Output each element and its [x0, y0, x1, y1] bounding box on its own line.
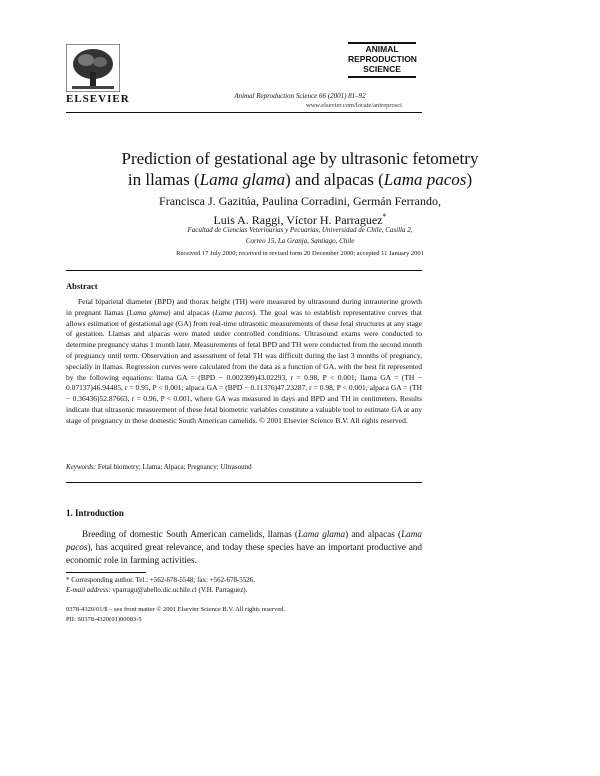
journal-citation: Animal Reproduction Science 66 (2001) 81–92 [234, 92, 366, 100]
journal-url[interactable]: www.elsevier.com/locate/anireprosci [306, 102, 402, 109]
publisher-name: ELSEVIER [66, 93, 130, 105]
title-line-1: Prediction of gestational age by ultrasonic fetometry [121, 149, 479, 168]
pii-line: PII: S0378-4320(01)00083-5 [66, 616, 142, 623]
keywords-label: Keywords: [66, 463, 97, 471]
author-list [60, 193, 540, 228]
authors-line-2: Luis A. Raggi, Víctor H. Parraguez* [213, 212, 387, 227]
keywords [66, 463, 422, 471]
article-title [60, 148, 540, 190]
section-heading-introduction: 1. Introduction [66, 508, 124, 518]
title-line-2: in llamas (Lama glama) and alpacas (Lama pacos) [127, 170, 473, 189]
abstract-text: Fetal biparietal diameter (BPD) and thorax height (TH) were measured by ultrasound during intrauterine growth in pregnant llamas (Lama glama) and alpacas (Lama pacos). The goal was to establish representative curves that allows estimation of gestational age (GA) from real-time ultrasonic measurements of these fetal structures at any stage of gestation. Llamas and alpacas were mated under controlled conditions. Ultrasound exams were conducted to determine pregnancy status 1 month later. Measurements of fetal BPD and TH were conducted from the second month of pregnancy until term. Observation and assessment of fetal TH was difficult during the last 3 months of pregnancy, specially in llamas. Regression curves were calculated from the data as a function of GA, with the best fit represented by the following equations: llama GA = (BPD − 0.002399)43.02293, r = 0.98, P < 0.001; llama GA = (TH − 0.07137)46.94485, r = 0.95, P < 0.001; alpaca GA = (BPD − 0.11376)47.23287, r = 0.98, P < 0.001; alpaca GA = (TH − 0.36436)52.87663, r = 0.96, P < 0.001, where GA was measured in days and BPD and TH in centimeters. Results indicate that ultrasonic measurement of these fetal biometric variables constitute a valuable tool to estimate GA at any stage of pregnancy in these domestic South American camelids. © 2001 Elsevier Science B.V. All rights reserved. [66, 297, 422, 425]
journal-title-line: ANIMAL [365, 44, 399, 54]
received-dates: Received 17 July 2000; received in revised form 20 December 2000; accepted 11 January 2001 [176, 250, 424, 257]
corresponding-author-mark[interactable]: * [382, 212, 387, 221]
journal-title [348, 44, 416, 74]
keywords-divider [66, 482, 422, 483]
elsevier-tree-logo [66, 44, 120, 92]
affiliation: Facultad de Ciencias Veterinarias y Pecuarias, Universidad de Chile, Casilla 2, Correo 15, La Granja, Santiago, Chile [187, 226, 413, 245]
footnote [66, 575, 422, 595]
journal-title-line: REPRODUCTION [348, 54, 417, 64]
footnote-rule [66, 572, 146, 573]
corresponding-author-note: * Corresponding author. Tel.: +562-678-5548; fax: +562-678-5526. [66, 576, 256, 584]
header-divider [66, 112, 422, 113]
authors-line-1: Francisca J. Gazitúa, Paulina Corradini, Germán Ferrando, [159, 194, 441, 208]
abstract-heading: Abstract [66, 281, 98, 291]
abstract-divider [66, 270, 422, 271]
email-note: E-mail address: vparragu@abello.dic.uchile.cl (V.H. Parraguez). [66, 586, 248, 594]
keywords-list: Fetal biometry; Llama; Alpaca; Pregnancy; Ultrasound [96, 463, 252, 471]
copyright-line: 0378-4320/01/$ – see front matter © 2001 Elsevier Science B.V. All rights reserved. [66, 606, 286, 613]
journal-rule-bottom [348, 76, 416, 78]
journal-title-line: SCIENCE [363, 64, 401, 74]
introduction-text: Breeding of domestic South American camelids, llamas (Lama glama) and alpacas (Lama pacos), has acquired great relevance, and today these species have an important productive and economic role in farming activities. [66, 529, 422, 565]
email-address[interactable]: vparragu@abello.dic.uchile.cl (V.H. Parraguez). [110, 586, 248, 594]
copyright-block [66, 605, 422, 625]
